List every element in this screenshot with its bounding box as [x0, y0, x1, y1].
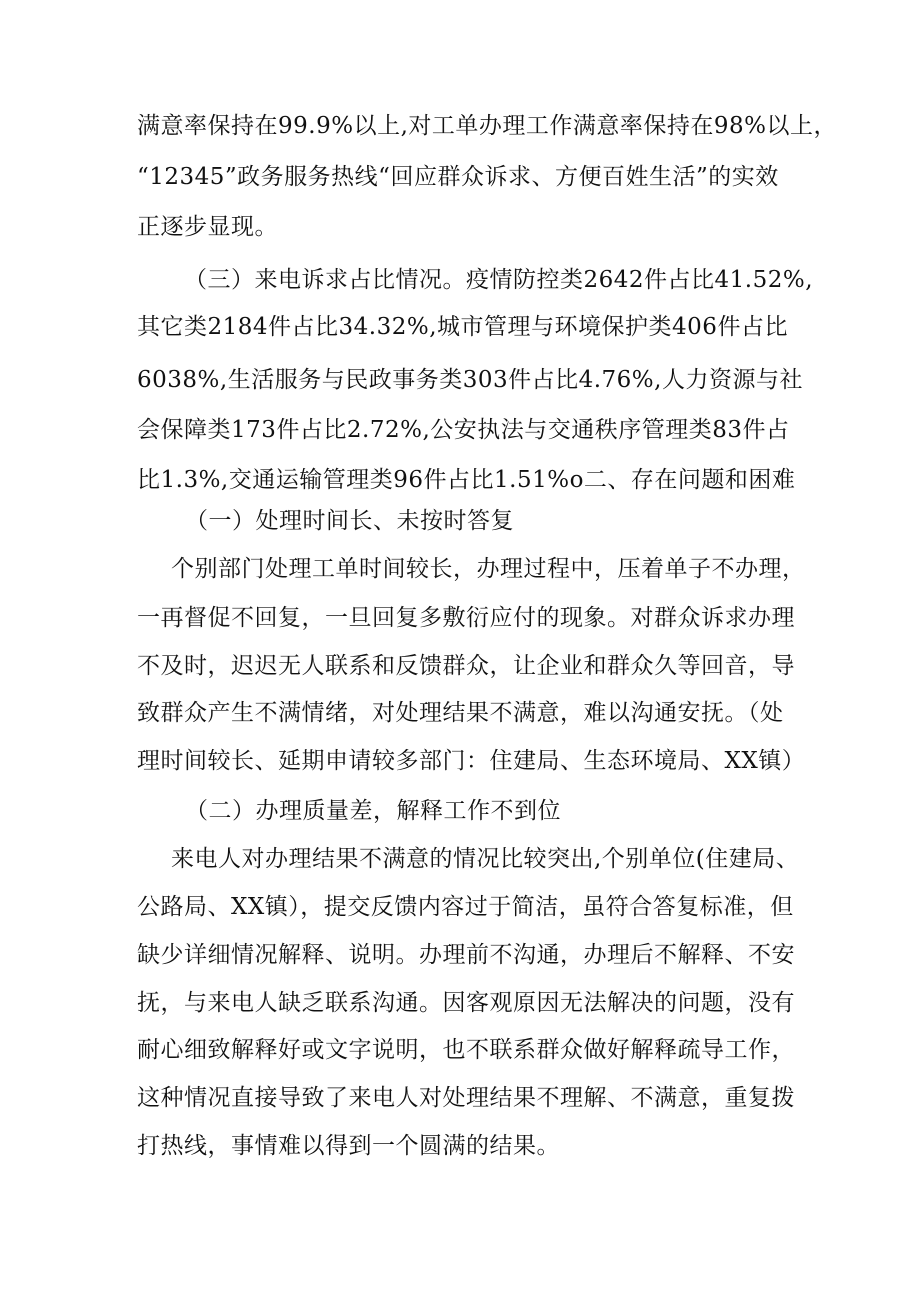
text-line: 其它类2184件占比34.32%,城市管理与环境保护类406件占比 — [137, 314, 788, 340]
text-line: 来电人对办理结果不满意的情况比较突出,个别单位(住建局、 — [171, 846, 800, 872]
text-line: 打热线，事情难以得到一个圆满的结果。 — [137, 1133, 560, 1159]
text-line: 致群众产生不满情绪，对处理结果不满意，难以沟通安抚。（处 — [137, 700, 784, 726]
text-line: 一再督促不回复，一旦回复多敷衍应付的现象。对群众诉求办理 — [137, 605, 795, 631]
text-line: 6038%,生活服务与民政事务类303件占比4.76%,人力资源与社 — [137, 367, 803, 393]
section-heading: （二）办理质量差，解释工作不到位 — [185, 798, 561, 824]
text-line: 正逐步显现。 — [137, 214, 278, 240]
text-line: 满意率保持在99.9%以上,对工单办理工作满意率保持在98%以上， — [137, 113, 837, 139]
text-line: 不及时，迟迟无人联系和反馈群众，让企业和群众久等回音，导 — [137, 653, 795, 679]
text-line: 个别部门处理工单时间较长，办理过程中，压着单子不办理， — [171, 556, 806, 582]
text-line: 理时间较长、延期申请较多部门：住建局、生态环境局、XX镇） — [137, 748, 806, 774]
text-line: 比1.3%,交通运输管理类96件占比1.51%o二、存在问题和困难 — [137, 467, 796, 493]
section-heading: （三）来电诉求占比情况。疫情防控类2642件占比41.52%, — [184, 267, 814, 293]
text-line: 抚，与来电人缺乏联系沟通。因客观原因无法解决的问题，没有 — [137, 990, 795, 1016]
text-line: 缺少详细情况解释、说明。办理前不沟通，办理后不解释、不安 — [137, 942, 795, 968]
text-line: 耐心细致解释好或文字说明，也不联系群众做好解释疏导工作， — [137, 1037, 795, 1063]
text-line: “12345”政务服务热线“回应群众诉求、方便百姓生活”的实效 — [137, 164, 779, 190]
text-line: 这种情况直接导致了来电人对处理结果不理解、不满意，重复拨 — [137, 1085, 795, 1111]
text-line: 公路局、XX镇），提交反馈内容过于简洁，虽符合答复标准，但 — [137, 894, 794, 920]
section-heading: （一）处理时间长、未按时答复 — [185, 508, 514, 534]
text-line: 会保障类173件占比2.72%,公安执法与交通秩序管理类83件占 — [137, 417, 790, 443]
